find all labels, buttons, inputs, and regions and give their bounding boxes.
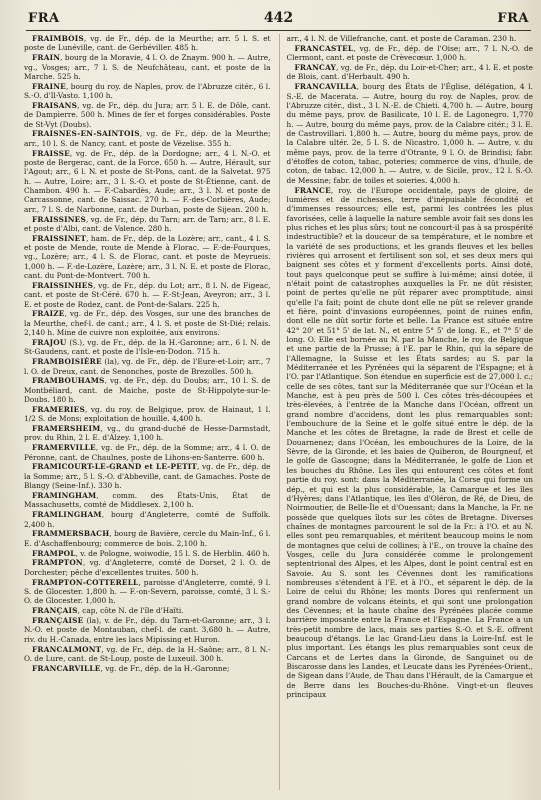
entry-text: , vg. de Fr., dép. de la Dordogne; arr., 4 l. N.-O. et poste de Bergerac, cant. de la Force. 650 h. — Autre, Hérault, sur l'Agout; arr., 6 l. N. et poste de St-Pons, cant. de la Salvetat. 975 h. — Autre, Loire; arr., 3 l. S.-O. et poste de St-Étienne, cant. de Chambon. 490 h. — F.-Cabardès, Aude; arr., 3 l. N. et poste de Carcassonne, cant. de Saissac. 270 h. — F.-des-Corbières, Aude; arr., 7 l. S. de Narbonne, cant. de Durban, poste de Sijean. 200 h.: [24, 148, 271, 214]
entry-text: , vg. de Fr., dép. du Loir-et-Cher; arr., 4 l. E. et poste de Blois, cant. d'Herbault. 490 h.: [286, 63, 533, 82]
entry-headword: FRAMERVILLE: [32, 443, 96, 453]
entry-text: , vg. de Fr., dép. du Lot; arr., 8 l. N. de Figeac, cant. et poste de St-Céré. 670 h. — F.-St-Jean, Aveyron; arr., 3 l. E. et poste de Rodez, cant. de Pont-de-Salars. 225 h.: [24, 280, 271, 309]
gazetteer-entry: [24, 549, 271, 558]
gazetteer-entry: [24, 129, 271, 148]
gazetteer-entry: [24, 309, 271, 337]
entry-text: , vg. de Fr., dép. de la Meurthe; arr. 5 l. S. et poste de Lunéville, cant. de Gerbéviller. 485 h.: [24, 34, 271, 53]
running-head-right: FRA: [497, 11, 529, 26]
gazetteer-entry: [24, 34, 271, 53]
entry-text: , ham. de Fr., dép. de la Lozère; arr., cant., 4 l. S. et poste de Mende, route de Mende à Florac. — F.-de-Fourques, vg., Lozère; arr., 4 l. S. de Florac, cant. et poste de Meyrueis. 1,000 h. — F.-de-Lozère, Lozère; arr., 3 l. N. E. et poste de Florac, cant. du Pont-de-Montvert. 700 h.: [24, 233, 271, 281]
entry-headword: FRAISNES-EN-SAINTOIS: [32, 129, 140, 139]
gazetteer-entry: [24, 149, 271, 214]
gazetteer-entry: [24, 281, 271, 309]
entry-text: , vg. de Fr., dép. de la Somme; arr., 5 l. S.-O. d'Abbeville, cant. de Gamaches. Poste de Blangy (Seine-Inf.). 330 h.: [24, 462, 271, 491]
gazetteer-entry: [24, 82, 271, 101]
entry-text: , comm. des États-Unis, État de Massachusetts, comté de Middlesex. 2,100 h.: [24, 491, 271, 510]
entry-text: , vg., du grand-duché de Hesse-Darmstadt, prov. du Rhin, 2 l. E. d'Alzey. 1,100 h.: [24, 424, 271, 443]
gazetteer-entry: [24, 616, 271, 644]
gazetteer-entry: [287, 186, 534, 700]
entry-headword: FRAJOU: [32, 338, 67, 347]
entry-text: , vg. d'Angleterre, comté de Dorset, 2 l. O. de Dorchester; pêche d'excellentes truites. 500 h.: [24, 558, 271, 577]
entry-headword: FRAMBOUHAMS: [32, 376, 105, 386]
entry-headword: FRANCE: [294, 185, 331, 195]
gazetteer-entry: [24, 234, 271, 281]
entry-text: , vg. de Fr., dép. du Jura; arr. 5 l. E. de Dôle, cant. de Dampierre. 500 h. Mines de fer et forges considérables. Poste de St-Vyt (Doubs).: [24, 100, 271, 129]
entry-text: , cap, côte N. de l'île d'Haïti.: [77, 606, 184, 616]
gazetteer-entry: [24, 491, 271, 510]
entry-headword: FRAMBOISIÈRE: [32, 357, 102, 367]
entry-text: , roy. de l'Europe occidentale, pays de gloire, de lumières et de richesses, terre d'inépuisable fécondité et d'immenses ressources; elle est, parmi les contrées les plus favorisées, celle à laquelle la nature semble avoir fait ses dons les plus riches et les plus sûrs; tout ne concourt-il pas à sa prospérité indestructible? et la douceur de sa température, et le nombre et la variété de ses productions, et les grands fleuves et les belles rivières qui arrosent et fertilisent son sol, et ses deux mers qui baignent ses côtes et y forment d'excellents ports. Ainsi doté, tout pays quelconque peut se suffire à lui-même; ainsi dotée, il n'était point de catastrophes auxquelles la Fr. ne dût résister, point de pertes qu'elle ne pût réparer avec promptitude, ainsi qu'elle l'a fait; point de chute dont elle ne pût se relever grande et fière, point d'invasions européennes, point de ruines enfin, dont elle ne dût sortir forte et belle. La France est située entre 42° 20' et 51° 5' de lat. N., et entre 5° 5' de long. E., et 7° 5' de long. O. Elle est bornée au N. par la Manche, le roy. de Belgique et une partie de la Prusse; à l'E. par le Rhin, qui la sépare de l'Allemagne, la Suisse et les États sardes; au S. par la Méditerranée et les Pyrénées qui la séparent de l'Espagne; et à l'O. par l'Atlantique. Son étendue en superficie est de 27,000 l. c.; celle de ses côtes, tant sur la Méditerranée que sur l'Océan et la Manche, est à peu près de 500 l. Ces côtes très-découpées et très-élevées, à l'entrée de la Manche dans l'Océan, offrent un grand nombre d'accidens, dont les plus remarquables sont: l'embouchure de la Seine et le golfe situé entre le dép. de la Manche et les côtes de Bretagne, la rade de Brest et celle de Douarnenez; dans l'Océan, les embouchures de la Loire, de la Sèvre, de la Gironde, et les baies de Quiberon, de Bourgneuf, et le golfe de Gascogne; dans la Méditerranée, le golfe de Lion et les bouches du Rhône. Les îles qui entourent ces côtes et font partie du roy. sont: dans la Méditerranée, la Corse qui forme un dép., et qui est la plus considérable, la Camargue et les îles d'Hyères; dans l'Atlantique, les îles d'Oléron, de Ré, de Dieu, de Noirmoutier, de Belle-Île et d'Ouessant; dans la Manche, la Fr. ne possède que quelques îlots sur les côtes de Bretagne. Diverses chaînes de montagnes parcourent le sol de la Fr.: à l'O. et au N. elles sont peu remarquables, et méritent beaucoup moins le nom de montagnes que celui de collines; à l'E., on trouve la chaîne des Vosges, celle du Jura considérée comme le prolongement septentrional des Alpes, et les Alpes, dont le point central est en Savoie. Au S. sont les Cévennes dont les ramifications nombreuses s'étendent à l'E. et à l'O., et séparent le dép. de la Loire de celui du Rhône; les monts Dores qui renferment un grand nombre de volcans éteints, et qui sont une prolongation des Cévennes; et la haute chaîne des Pyrénées placée comme barrière imposante entre la France et l'Espagne. La France a un très-petit nombre de lacs, mais ses parties S.-O. et S.-E. offrent beaucoup d'étangs. Le lac Grand-Lieu dans la Loire-Inf. est le plus important. Les étangs les plus remarquables sont ceux de Carcans et de Lertes dans la Gironde, de Sanguinet ou de Biscarosse dans les Landes, et Leucate dans les Pyrénées-Orient., de Sigean dans l'Aude, de Thau dans l'Hérault, de la Camargue et de Berre dans les Bouches-du-Rhône. Vingt-et-un fleuves principaux: [286, 185, 533, 700]
entry-headword: FRAIN: [32, 53, 61, 63]
gazetteer-entry: [24, 606, 271, 615]
entry-text: , bourg du roy. de Naples, prov. de l'Abruzze citér., 6 l. S.-O. d'Il-Vasto. 1,100 h.: [24, 81, 271, 101]
gazetteer-entry: [24, 376, 271, 404]
gazetteer-entry: [24, 529, 271, 548]
entry-headword: FRAMICOURT-LE-GRAND et LE-PETIT: [32, 462, 198, 472]
entry-headword: FRAISSINES: [32, 214, 86, 224]
gazetteer-entry: [24, 424, 271, 443]
gazetteer-entry: [24, 443, 271, 462]
entry-headword: FRANCAY: [294, 63, 337, 73]
gazetteer-entry: [287, 44, 534, 63]
gazetteer-entry: [287, 34, 534, 43]
gazetteer-entry: [24, 578, 271, 606]
gazetteer-entry: [24, 510, 271, 529]
gazetteer-entry: [24, 338, 271, 357]
entry-text: , vg. du roy. de Belgique, prov. de Hainaut, 1 l. 1/2 S. de Mons; exploitation de houille. 4,400 h.: [24, 404, 271, 424]
entry-headword: FRANCAVILLA: [294, 82, 357, 92]
entry-text: , vg. de Fr., dép. de la Meurthe; arr., 10 l. S. de Nancy, cant. et poste de Vézelise. 355 h.: [24, 129, 271, 148]
entry-text: , vg. de Fr., dép. de la Somme; arr., 4 l. O. de Péronne, cant. de Chaulnes, poste de Lihons-en-Santerre. 600 h.: [24, 443, 271, 462]
entry-text: , bourg des États de l'Église, délégation, 4 l. S.-E. de Macerata. — Autre, bourg du roy. de Naples, prov. de l'Abruzze citér., dist., 3 l. N.-E. de Chieti. 4,700 h. — Autre, bourg du même pays, prov. de Basilicate, 10 l. E. de Lagonegro. 1,770 h. — Autre, bourg du même pays, prov. de la Calabre citér.; 3 l. E. de Castrovillari. 1,800 h. — Autre, bourg du même pays, prov. de la Calabre ultér. 2e, 5 l. S. de Nicastro. 1,000 h. — Autre, v. du même pays, prov. de la terre d'Otrante, 9 l. O. de Brindisi; fabr. d'étoffes de coton, tabac, poteries; commerce de vins, d'huile, de coton, de tabac. 12,000 h. — Autre, v. de Sicile, prov., 12 l. S.-O. de Messine; fabr. de toiles et soieries. 4,000 h.: [286, 82, 533, 185]
entry-headword: FRANCALMONT: [32, 644, 102, 654]
entry-text: , vg. de Fr., dép. de la H.-Saône; arr., 8 l. N.-O. de Lure, cant. de St-Loup, poste de Luxeuil. 300 h.: [24, 644, 271, 663]
entry-text: (S.), vg. de Fr., dép. de la H.-Garonne; arr., 6 l. N. de St-Gaudens, cant. et poste de l'Isle-en-Dodon. 715 h.: [24, 338, 271, 357]
entry-headword: FRAISSINHES: [32, 280, 94, 290]
entry-headword: FRAMINGHAM: [32, 491, 97, 500]
right-column: [279, 34, 534, 790]
entry-headword: FRANÇAISE: [32, 615, 84, 625]
entry-headword: FRAIMBOIS: [32, 34, 84, 43]
entry-text: , v. de Pologne, woiwodie, 15 l. S. de Herblin. 460 h.: [75, 548, 270, 558]
entry-headword: FRAMPOL: [32, 548, 76, 558]
running-header: [26, 8, 531, 31]
entry-headword: FRANÇAIS: [32, 606, 78, 616]
gazetteer-entry: [24, 53, 271, 81]
entry-text: , vg. de Fr., dép. du Doubs; arr., 10 l. S. de Montbéliard, cant. de Maiche, poste de St-Hippolyte-sur-le-Doubs. 180 h.: [24, 376, 271, 405]
entry-headword: FRAISSINET: [32, 233, 87, 243]
gazetteer-entry: [24, 558, 271, 577]
entry-text: , vg. de Fr., dép. de la H.-Garonne;: [100, 663, 230, 673]
entry-text: arr., 4 l. N. de Villefranche, cant. et poste de Caraman. 230 h.: [286, 34, 517, 43]
entry-text: , vg. de Fr., dép. de l'Oise; arr., 7 l. N.-O. de Clermont, cant. et poste de Crèvecœur. 1,000 h.: [286, 43, 533, 63]
left-column: [24, 34, 271, 790]
gazetteer-entry: [24, 357, 271, 376]
entry-text: , bourg d'Angleterre, comté de Suffolk. 2,400 h.: [24, 510, 271, 529]
gazetteer-entry: [287, 82, 534, 185]
entry-headword: FRAISSE: [32, 148, 70, 158]
entry-headword: FRAMPTON-COTTERELL: [32, 577, 139, 587]
entry-headword: FRAISANS: [32, 100, 78, 110]
entry-headword: FRAMLINGHAM: [32, 510, 102, 520]
page-number: 442: [263, 10, 294, 26]
entry-headword: FRAINE: [32, 81, 66, 91]
entry-text: (la), v. de Fr., dép. du Tarn-et-Garonne; arr., 3 l. N.-O. et poste de Montauban, chef-l. de cant. 3,680 h. — Autre, riv. du H.-Canada, entre les lacs Mipissing et Huron.: [24, 615, 271, 644]
entry-text: , vg. de Fr., dép. du Tarn; arr. de Tarn; arr., 8 l. E. et poste d'Albi, cant. de Valence. 280 h.: [24, 214, 271, 233]
entry-text: (la), vg. de Fr., dép. de l'Eure-et-Loir; arr., 7 l. O. de Dreux, cant. de Senonches, poste de Brezolles. 500 h.: [24, 357, 271, 376]
entry-text: , paroisse d'Angleterre, comté, 9 l. S. de Glocester. 1,800 h. — F.-on-Severn, paroisse, comté, 3 l. S.-O. de Glocester. 1,000 h.: [24, 577, 271, 606]
gazetteer-entry: [24, 664, 271, 673]
gazetteer-entry: [24, 215, 271, 234]
gazetteer-entry: [24, 462, 271, 490]
text-columns: [24, 34, 533, 790]
gazetteer-entry: [24, 101, 271, 129]
entry-text: , vg. de Fr., dép. des Vosges, sur une des branches de la Meurthe, chef-l. de cant.; arr., 4 l. S. et poste de St-Dié; relais. 2,140 h. Mine de cuivre non exploitée, aux environs.: [24, 309, 271, 338]
entry-headword: FRAMMERSBACH: [32, 529, 110, 539]
entry-headword: FRAMPTON: [32, 558, 83, 568]
entry-headword: FRAIZE: [32, 309, 65, 319]
gazetteer-entry: [24, 645, 271, 664]
gazetteer-entry: [287, 63, 534, 82]
entry-headword: FRAMERIES: [32, 404, 85, 414]
entry-text: , bourg de la Moravie, 4 l. O. de Znaym. 900 h. — Autre, vg., Vosges; arr., 7 l. S. de Neufchâteau, cant. et poste de la Marche. 525 h.: [24, 53, 271, 81]
entry-headword: FRANCARVILLE: [32, 663, 101, 673]
entry-headword: FRAMERSHEIM: [32, 424, 101, 434]
gazetteer-entry: [24, 405, 271, 424]
entry-headword: FRANCASTEL: [294, 43, 354, 53]
entry-text: , bourg de Bavière, cercle du Main-Inf., 6 l. E. d'Aschaffenbourg; commerce de bois. 2,100 h.: [24, 529, 271, 548]
running-head-left: FRA: [28, 11, 60, 26]
